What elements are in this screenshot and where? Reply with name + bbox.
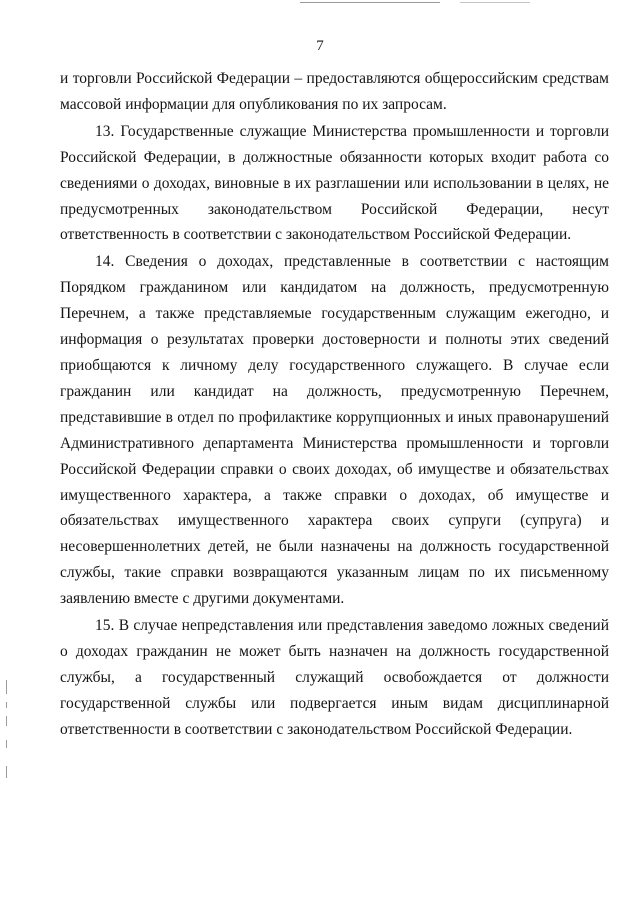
paragraph-clause-13: 13. Государственные служащие Министерства промышленности и торговли Российской Федерации, в должностные обязанности которых входит работа со сведениями о доходах, виновные в их разглашении или использовании в целях, не предусмотренных законодательством Российской Федерации, несут ответственность в соответствии с законодательством Российской Федерации. [60, 122, 609, 244]
scan-edge-marks [6, 680, 8, 800]
document-body [60, 66, 609, 743]
paragraph-continuation: и торговли Российской Федерации – предоставляются общероссийским средствам массовой информации для опубликования по их запросам. [60, 70, 609, 113]
scan-artifact-line [460, 2, 530, 3]
paragraph-clause-15: 15. В случае непредставления или представления заведомо ложных сведений о доходах гражданин не может быть назначен на должность государственной службы, а государственный служащий освобождается от должности государственной службы или подвергается иным видам дисциплинарной ответственности в соответствии с законодательством Российской Федерации. [60, 617, 609, 738]
scan-artifact-line [300, 2, 440, 3]
paragraph-clause-14: 14. Сведения о доходах, представленные в соответствии с настоящим Порядком гражданином или кандидатом на должность, предусмотренную Перечнем, а также представляемые государственным служащим ежегодно, и информация о результатах проверки достоверности и полноты этих сведений приобщаются к личному делу государственного служащего. В случае если гражданин или кандидат на должность, предусмотренную Перечнем, представившие в отдел по профилактике коррупционных и иных правонарушений Административного департамента Министерства промышленности и торговли Российской Федерации справки о своих доходах, об имуществе и обязательствах имущественного характера, а также справки о доходах, об имуществе и обязательствах имущественного характера своих супруги (супруга) и несовершеннолетних детей, не были назначены на должность государственной службы, такие справки возвращаются указанным лицам по их письменному заявлению вместе с другими документами. [60, 253, 609, 608]
page-number: 7 [316, 38, 324, 54]
